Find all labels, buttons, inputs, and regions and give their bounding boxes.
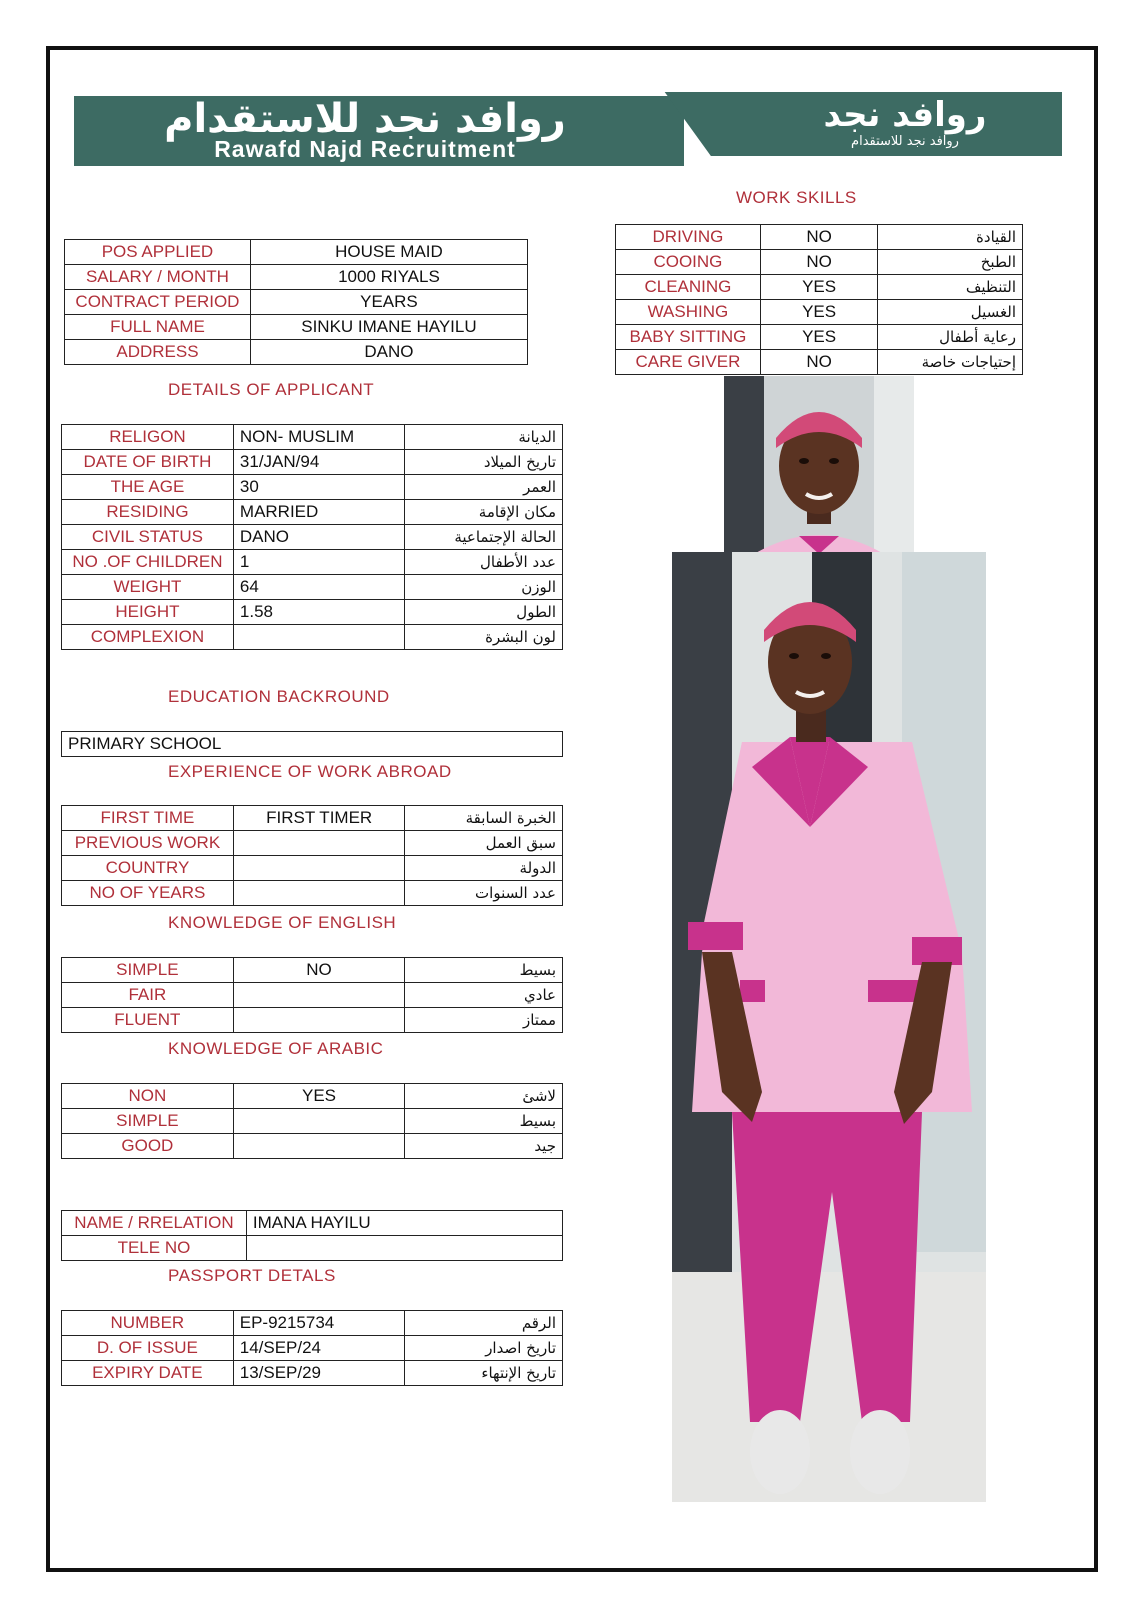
row-label: FAIR — [62, 983, 234, 1008]
row-arabic-label: عدد الأطفال — [405, 550, 563, 575]
row-arabic-label: جيد — [405, 1134, 563, 1159]
relation-row — [62, 1211, 563, 1236]
position-table — [64, 239, 528, 365]
row-label: CIVIL STATUS — [62, 525, 234, 550]
row-value: EP-9215734 — [233, 1311, 405, 1336]
row-value — [233, 881, 405, 906]
row-label: BABY SITTING — [616, 325, 761, 350]
row-value: 31/JAN/94 — [233, 450, 405, 475]
row-value: DANO — [250, 340, 527, 365]
details-row — [62, 625, 563, 650]
row-value: HOUSE MAID — [250, 240, 527, 265]
row-arabic-label: الخبرة السابقة — [405, 806, 563, 831]
work-skills-table — [615, 224, 1023, 375]
passport-table — [61, 1310, 563, 1386]
english-title: KNOWLEDGE OF ENGLISH — [168, 913, 397, 932]
row-value: DANO — [233, 525, 405, 550]
row-arabic-label: لون البشرة — [405, 625, 563, 650]
header-english-title: Rawafd Najd Recruitment — [214, 136, 516, 162]
passport-row — [62, 1311, 563, 1336]
row-value — [233, 831, 405, 856]
row-value: YEARS — [250, 290, 527, 315]
row-value — [233, 625, 405, 650]
row-arabic-label: الحالة الإجتماعية — [405, 525, 563, 550]
row-arabic-label: عادي — [405, 983, 563, 1008]
row-value: 13/SEP/29 — [233, 1361, 405, 1386]
logo-main-text: روافد نجد — [823, 95, 987, 135]
row-value: 1.58 — [233, 600, 405, 625]
passport-row — [62, 1336, 563, 1361]
experience-row — [62, 806, 563, 831]
row-arabic-label: الديانة — [405, 425, 563, 450]
row-label: COMPLEXION — [62, 625, 234, 650]
row-arabic-label: إحتياجات خاصة — [878, 350, 1023, 375]
headshot-photo — [724, 376, 914, 554]
row-arabic-label: لاشئ — [405, 1084, 563, 1109]
row-label: DATE OF BIRTH — [62, 450, 234, 475]
row-arabic-label: الغسيل — [878, 300, 1023, 325]
row-label: NON — [62, 1084, 234, 1109]
row-label: FLUENT — [62, 1008, 234, 1033]
details-row — [62, 525, 563, 550]
row-label: DRIVING — [616, 225, 761, 250]
education-title: EDUCATION BACKROUND — [168, 687, 390, 706]
relation-table — [61, 1210, 563, 1261]
row-label: EXPIRY DATE — [62, 1361, 234, 1386]
english-row — [62, 958, 563, 983]
arabic-title: KNOWLEDGE OF ARABIC — [168, 1039, 384, 1058]
row-value: YES — [760, 300, 877, 325]
row-label: SALARY / MONTH — [65, 265, 251, 290]
row-arabic-label: القيادة — [878, 225, 1023, 250]
row-value: NO — [760, 225, 877, 250]
row-label: CLEANING — [616, 275, 761, 300]
english-row — [62, 1008, 563, 1033]
row-value — [233, 983, 405, 1008]
experience-title: EXPERIENCE OF WORK ABROAD — [168, 762, 452, 781]
details-row — [62, 425, 563, 450]
details-row — [62, 450, 563, 475]
row-value — [246, 1236, 562, 1261]
logo-sub-text: روافد نجد للاستقدام — [851, 134, 959, 149]
row-label: FULL NAME — [65, 315, 251, 340]
row-arabic-label: الطبخ — [878, 250, 1023, 275]
experience-row — [62, 831, 563, 856]
position-row — [65, 315, 528, 340]
details-row — [62, 500, 563, 525]
row-value: 30 — [233, 475, 405, 500]
row-arabic-label: بسيط — [405, 1109, 563, 1134]
work-skills-row — [616, 250, 1023, 275]
education-value: PRIMARY SCHOOL — [62, 732, 563, 757]
row-value: NON- MUSLIM — [233, 425, 405, 450]
row-value — [233, 1109, 405, 1134]
row-label: SIMPLE — [62, 1109, 234, 1134]
row-label: CONTRACT PERIOD — [65, 290, 251, 315]
row-label: ADDRESS — [65, 340, 251, 365]
row-label: FIRST TIME — [62, 806, 234, 831]
full-body-figure — [672, 552, 986, 1502]
work-skills-row — [616, 300, 1023, 325]
experience-row — [62, 856, 563, 881]
row-label: RELIGON — [62, 425, 234, 450]
row-label: COOING — [616, 250, 761, 275]
row-label: HEIGHT — [62, 600, 234, 625]
row-value: YES — [760, 275, 877, 300]
work-skills-row — [616, 225, 1023, 250]
experience-table — [61, 805, 563, 906]
row-value: YES — [233, 1084, 405, 1109]
details-row — [62, 600, 563, 625]
position-row — [65, 265, 528, 290]
row-value — [233, 1134, 405, 1159]
position-row — [65, 290, 528, 315]
row-label: WEIGHT — [62, 575, 234, 600]
row-label: D. OF ISSUE — [62, 1336, 234, 1361]
row-arabic-label: تاريخ اصدار — [405, 1336, 563, 1361]
row-label: NO OF YEARS — [62, 881, 234, 906]
row-label: PREVIOUS WORK — [62, 831, 234, 856]
row-value — [233, 1008, 405, 1033]
row-value: NO — [233, 958, 405, 983]
position-row — [65, 340, 528, 365]
position-row — [65, 240, 528, 265]
row-value: 14/SEP/24 — [233, 1336, 405, 1361]
row-arabic-label: الوزن — [405, 575, 563, 600]
row-label: SIMPLE — [62, 958, 234, 983]
details-table — [61, 424, 563, 650]
row-arabic-label: التنظيف — [878, 275, 1023, 300]
work-skills-row — [616, 275, 1023, 300]
row-arabic-label: الرقم — [405, 1311, 563, 1336]
row-label: POS APPLIED — [65, 240, 251, 265]
details-title: DETAILS OF APPLICANT — [168, 380, 375, 399]
row-value: 1 — [233, 550, 405, 575]
headshot-figure — [724, 376, 914, 554]
row-arabic-label: الطول — [405, 600, 563, 625]
details-row — [62, 575, 563, 600]
row-arabic-label: عدد السنوات — [405, 881, 563, 906]
row-label: COUNTRY — [62, 856, 234, 881]
company-logo — [800, 96, 1010, 154]
row-value: 64 — [233, 575, 405, 600]
row-label: NUMBER — [62, 1311, 234, 1336]
full-body-photo — [672, 552, 986, 1502]
row-arabic-label: تاريخ الإنتهاء — [405, 1361, 563, 1386]
details-row — [62, 475, 563, 500]
work-skills-title: WORK SKILLS — [736, 188, 857, 207]
row-label: NO .OF CHILDREN — [62, 550, 234, 575]
row-value: 1000 RIYALS — [250, 265, 527, 290]
header-arabic-title: روافد نجد للاستقدام — [164, 96, 566, 142]
experience-row — [62, 881, 563, 906]
english-row — [62, 983, 563, 1008]
row-arabic-label: رعاية أطفال — [878, 325, 1023, 350]
row-arabic-label: سبق العمل — [405, 831, 563, 856]
passport-title: PASSPORT DETALS — [168, 1266, 336, 1285]
row-value: FIRST TIMER — [233, 806, 405, 831]
row-arabic-label: تاريخ الميلاد — [405, 450, 563, 475]
english-table — [61, 957, 563, 1033]
row-label: TELE NO — [62, 1236, 247, 1261]
row-value: NO — [760, 350, 877, 375]
relation-row — [62, 1236, 563, 1261]
arabic-lang-row — [62, 1084, 563, 1109]
arabic-lang-row — [62, 1134, 563, 1159]
education-table — [61, 731, 563, 757]
row-value — [233, 856, 405, 881]
row-arabic-label: الدولة — [405, 856, 563, 881]
row-label: THE AGE — [62, 475, 234, 500]
row-arabic-label: بسيط — [405, 958, 563, 983]
row-value: MARRIED — [233, 500, 405, 525]
row-value: IMANA HAYILU — [246, 1211, 562, 1236]
row-label: CARE GIVER — [616, 350, 761, 375]
row-value: NO — [760, 250, 877, 275]
row-arabic-label: العمر — [405, 475, 563, 500]
row-arabic-label: مكان الإقامة — [405, 500, 563, 525]
arabic-lang-row — [62, 1109, 563, 1134]
row-value: YES — [760, 325, 877, 350]
row-value: SINKU IMANE HAYILU — [250, 315, 527, 340]
work-skills-row — [616, 350, 1023, 375]
row-label: GOOD — [62, 1134, 234, 1159]
row-label: RESIDING — [62, 500, 234, 525]
work-skills-row — [616, 325, 1023, 350]
row-label: WASHING — [616, 300, 761, 325]
row-arabic-label: ممتاز — [405, 1008, 563, 1033]
arabic-table — [61, 1083, 563, 1159]
row-label: NAME / RRELATION — [62, 1211, 247, 1236]
passport-row — [62, 1361, 563, 1386]
details-row — [62, 550, 563, 575]
